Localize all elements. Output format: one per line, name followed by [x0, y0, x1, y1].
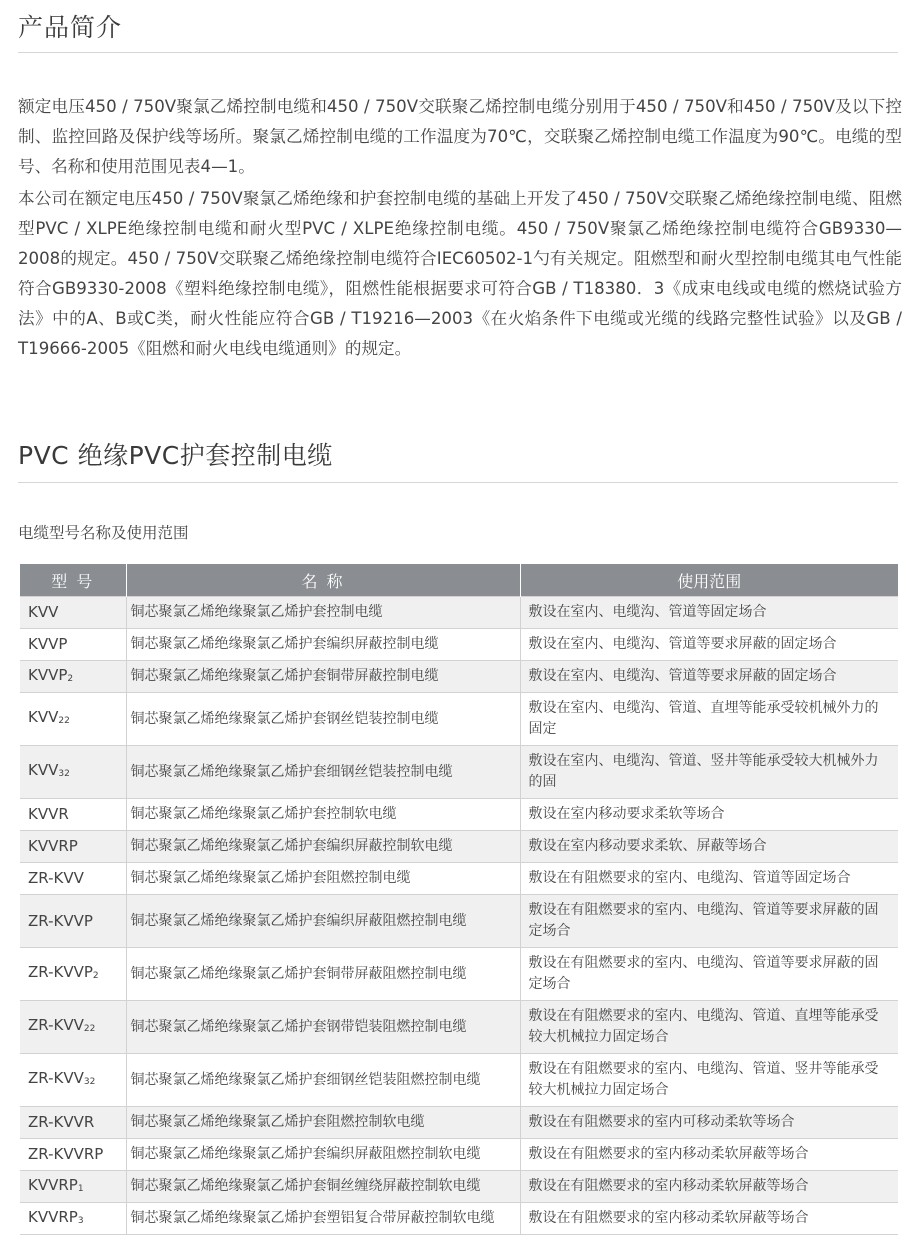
cell-model [20, 1203, 126, 1235]
model-subscript: 3 [77, 1215, 84, 1226]
cell-name: 铜芯聚氯乙烯绝缘聚氯乙烯护套编织屏蔽阻燃控制电缆 [126, 895, 520, 948]
cell-usage: 敷设在有阻燃要求的室内、电缆沟、管道等要求屏蔽的固定场合 [520, 948, 898, 1001]
cell-usage: 敷设在室内、电缆沟、管道、竖井等能承受较大机械外力的固 [520, 746, 898, 799]
model-subscript: 22 [58, 716, 70, 726]
cell-model [20, 1054, 126, 1107]
header-name: 名 称 [126, 564, 520, 597]
model-code: ZR-KVVRP [28, 1145, 104, 1163]
table-row [20, 1107, 898, 1139]
intro-text [18, 92, 902, 366]
cell-model [20, 661, 126, 693]
model-subscript: 1 [77, 1183, 84, 1194]
cell-usage: 敷设在室内、电缆沟、管道、直埋等能承受较机械外力的固定 [520, 693, 898, 746]
cell-usage: 敷设在室内移动要求柔软等场合 [520, 799, 898, 831]
table-row [20, 1054, 898, 1107]
cell-model [20, 948, 126, 1001]
cell-name: 铜芯聚氯乙烯绝缘聚氯乙烯护套编织屏蔽阻燃控制软电缆 [126, 1139, 520, 1171]
model-code: KVVRP [28, 837, 78, 855]
cell-usage: 敷设在有阻燃要求的室内、电缆沟、管道、直埋等能承受较大机械拉力固定场合 [520, 1001, 898, 1054]
cell-model [20, 1001, 126, 1054]
table-row [20, 1171, 898, 1203]
cell-model [20, 597, 126, 629]
cell-usage: 敷设在有阻燃要求的室内移动柔软屏蔽等场合 [520, 1139, 898, 1171]
cell-name: 铜芯聚氯乙烯绝缘聚氯乙烯护套铜丝缠绕屏蔽控制软电缆 [126, 1171, 520, 1203]
cell-name: 铜芯聚氯乙烯绝缘聚氯乙烯护套细钢丝铠装阻燃控制电缆 [126, 1054, 520, 1107]
header-model: 型 号 [20, 564, 126, 597]
cell-usage: 敷设在室内、电缆沟、管道等要求屏蔽的固定场合 [520, 629, 898, 661]
model-code: ZR-KVV [28, 1016, 84, 1034]
cell-name: 铜芯聚氯乙烯绝缘聚氯乙烯护套细钢丝铠装控制电缆 [126, 746, 520, 799]
cell-name: 铜芯聚氯乙烯绝缘聚氯乙烯护套铜带屏蔽控制电缆 [126, 661, 520, 693]
table-caption: 电缆型号名称及使用范围 [18, 524, 189, 542]
section-divider [18, 482, 898, 483]
table-row [20, 799, 898, 831]
cell-name: 铜芯聚氯乙烯绝缘聚氯乙烯护套阻燃控制电缆 [126, 863, 520, 895]
cell-name: 铜芯聚氯乙烯绝缘聚氯乙烯护套钢丝铠装控制电缆 [126, 693, 520, 746]
cell-usage: 敷设在室内移动要求柔软、屏蔽等场合 [520, 831, 898, 863]
model-code: ZR-KVV [28, 869, 84, 887]
cell-name: 铜芯聚氯乙烯绝缘聚氯乙烯护套编织屏蔽控制电缆 [126, 629, 520, 661]
cell-model [20, 1139, 126, 1171]
table-row [20, 1139, 898, 1171]
cell-usage: 敷设在室内、电缆沟、管道等固定场合 [520, 597, 898, 629]
model-subscript: 2 [92, 971, 99, 981]
model-code: KVVP [28, 635, 68, 653]
model-subscript: 22 [83, 1024, 96, 1034]
table-row [20, 831, 898, 863]
header-usage: 使用范围 [520, 564, 898, 597]
cell-name: 铜芯聚氯乙烯绝缘聚氯乙烯护套铜带屏蔽阻燃控制电缆 [126, 948, 520, 1001]
table-row [20, 895, 898, 948]
model-code: KVV [28, 708, 59, 726]
table-row [20, 746, 898, 799]
model-code: KVVRP [28, 1207, 78, 1226]
intro-paragraph-1: 额定电压450 / 750V聚氯乙烯控制电缆和450 / 750V交联聚乙烯控制电缆分别用于450 / 750V和450 / 750V及以下控制、监控回路及保护线等场所。聚氯乙烯控制电缆的工作温度为70℃，交联聚乙烯控制电缆工作温度为90℃。电缆的型号、名称和使用范围见表4—1。 [18, 97, 902, 176]
cell-model [20, 895, 126, 948]
cell-model [20, 1171, 126, 1203]
model-code: KVV [28, 603, 59, 621]
cell-usage: 敷设在有阻燃要求的室内、电缆沟、管道、竖井等能承受较大机械拉力固定场合 [520, 1054, 898, 1107]
cell-usage: 敷设在室内、电缆沟、管道等要求屏蔽的固定场合 [520, 661, 898, 693]
cell-usage: 敷设在有阻燃要求的室内、电缆沟、管道等固定场合 [520, 863, 898, 895]
cell-name: 铜芯聚氯乙烯绝缘聚氯乙烯护套塑铝复合带屏蔽控制软电缆 [126, 1203, 520, 1235]
intro-title: 产品简介 [18, 13, 123, 42]
intro-paragraph-2: 本公司在额定电压450 / 750V聚氯乙烯绝缘和护套控制电缆的基础上开发了450 / 750V交联聚乙烯绝缘控制电缆、阻燃型PVC / XLPE绝缘控制电缆和耐火型PVC / XLPE绝缘控制电缆。450 / 750V聚氯乙烯绝缘控制电缆符合GB9330—2008的规定。450 / 750V交联聚乙烯绝缘控制电缆符合IEC60502-1勺有关规定。阻燃型和耐火型控制电缆其电气性能符合GB9330-2008《塑料绝缘控制电缆》，阻燃性能根据要求可符合GB / T18380．3《成束电线或电缆的燃烧试验方法》中的A、B或C类，耐火性能应符合GB / T19216—2003《在火焰条件下电缆或光缆的线路完整性试验》以及GB / T19666-2005《阻燃和耐火电线电缆通则》的规定。 [18, 189, 902, 358]
table-row [20, 1203, 898, 1235]
table-row [20, 661, 898, 693]
cell-name: 铜芯聚氯乙烯绝缘聚氯乙烯护套钢带铠装阻燃控制电缆 [126, 1001, 520, 1054]
cell-model [20, 693, 126, 746]
table-body [20, 597, 898, 1235]
cell-usage: 敷设在有阻燃要求的室内、电缆沟、管道等要求屏蔽的固定场合 [520, 895, 898, 948]
model-code: KVVP [28, 665, 68, 684]
model-code: ZR-KVVR [28, 1113, 95, 1131]
model-code: ZR-KVVP [28, 911, 93, 930]
table-row [20, 597, 898, 629]
product-section-title: PVC 绝缘PVC护套控制电缆 [18, 441, 333, 470]
cell-model [20, 831, 126, 863]
table-row [20, 863, 898, 895]
cell-name: 铜芯聚氯乙烯绝缘聚氯乙烯护套阻燃控制软电缆 [126, 1107, 520, 1139]
cable-spec-table [20, 564, 898, 1235]
cell-model [20, 799, 126, 831]
cell-name: 铜芯聚氯乙烯绝缘聚氯乙烯护套控制软电缆 [126, 799, 520, 831]
cell-name: 铜芯聚氯乙烯绝缘聚氯乙烯护套控制电缆 [126, 597, 520, 629]
model-code: ZR-KVV [28, 1069, 84, 1087]
cell-usage: 敷设在有阻燃要求的室内可移动柔软等场合 [520, 1107, 898, 1139]
table-row [20, 693, 898, 746]
table-row [20, 1001, 898, 1054]
model-subscript: 32 [83, 1077, 96, 1087]
cell-usage: 敷设在有阻燃要求的室内移动柔软屏蔽等场合 [520, 1203, 898, 1235]
model-code: KVVR [28, 805, 69, 823]
cell-name: 铜芯聚氯乙烯绝缘聚氯乙烯护套编织屏蔽控制软电缆 [126, 831, 520, 863]
model-subscript: 32 [58, 769, 70, 779]
title-divider [18, 52, 898, 53]
cell-model [20, 629, 126, 661]
cell-usage: 敷设在有阻燃要求的室内移动柔软屏蔽等场合 [520, 1171, 898, 1203]
cell-model [20, 863, 126, 895]
model-code: KVV [28, 761, 59, 779]
cell-model [20, 1107, 126, 1139]
table-header-row [20, 564, 898, 597]
table-row [20, 948, 898, 1001]
model-code: ZR-KVVP [28, 963, 93, 981]
model-code: KVVRP [28, 1175, 78, 1194]
cell-model [20, 746, 126, 799]
model-subscript: 2 [67, 673, 74, 684]
table-row [20, 629, 898, 661]
